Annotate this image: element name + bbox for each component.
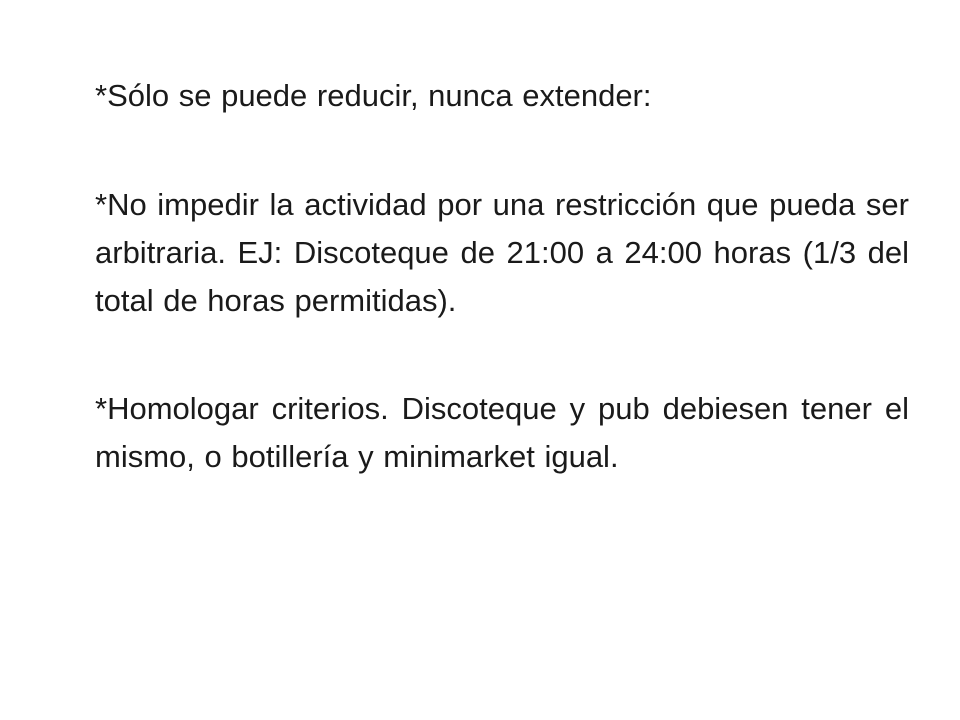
paragraph-reduce-not-extend: *Sólo se puede reducir, nunca extender: <box>95 78 652 113</box>
paragraph-no-arbitrary-restriction: *No impedir la actividad por una restricción que pueda ser arbitraria. EJ: Discoteque de 21:00 a 24:00 horas (1/3 del total de horas permitidas). <box>95 187 909 318</box>
paragraph-homologate-criteria: *Homologar criterios. Discoteque y pub debiesen tener el mismo, o botillería y minimarket igual. <box>95 391 909 474</box>
slide-body <box>95 72 909 481</box>
